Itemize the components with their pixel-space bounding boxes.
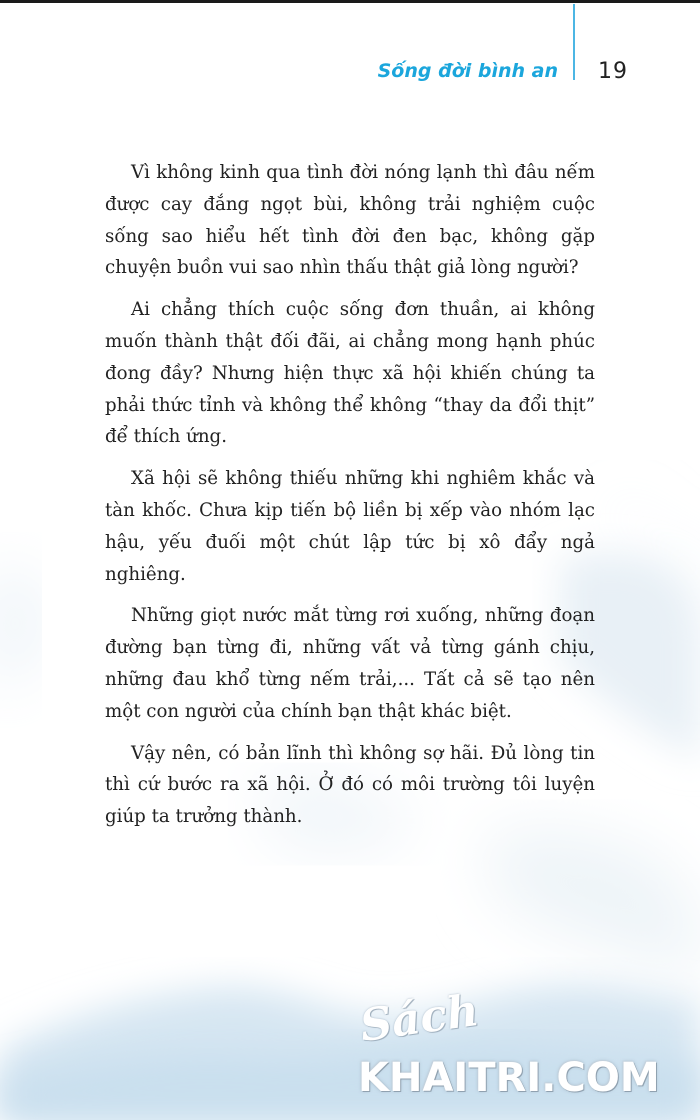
watermark-site: KHAITRI.COM	[358, 1055, 660, 1101]
body-text	[105, 157, 595, 843]
paragraph-5: Vậy nên, có bản lĩnh thì không sợ hãi. Đủ lòng tin thì cứ bước ra xã hội. Ở đó có môi trường tôi luyện giúp ta trưởng thành.	[105, 742, 595, 828]
paragraph-4: Những giọt nước mắt từng rơi xuống, những đoạn đường bạn từng đi, những vất vả từng gánh chịu, những đau khổ từng nếm trải,... Tất cả sẽ tạo nên một con người của chính bạn thật khác biệt.	[105, 605, 595, 722]
paragraph-3: Xã hội sẽ không thiếu những khi nghiêm khắc và tàn khốc. Chưa kịp tiến bộ liền bị xếp vào nhóm lạc hậu, yếu đuối một chút lập tức bị xô đẩy ngả nghiêng.	[105, 468, 595, 585]
watermark-script: Sách	[356, 984, 482, 1052]
paragraph-1: Vì không kinh qua tình đời nóng lạnh thì đâu nếm được cay đắng ngọt bùi, không trải nghiệm cuộc sống sao hiểu hết tình đời đen bạc, không gặp chuyện buồn vui sao nhìn thấu thật giả lòng người?	[105, 162, 595, 279]
paragraph-2: Ai chẳng thích cuộc sống đơn thuần, ai không muốn thành thật đối đãi, ai chẳng mong hạnh phúc đong đầy? Nhưng hiện thực xã hội khiến chúng ta phải thức tỉnh và không thể không “thay da đổi thịt” để thích ứng.	[105, 299, 595, 448]
watermark-logo	[356, 984, 688, 1105]
page-number: 19	[598, 59, 628, 84]
page-header	[0, 0, 700, 100]
running-head-title: Sống đời bình an	[377, 60, 558, 82]
header-divider	[573, 4, 575, 80]
